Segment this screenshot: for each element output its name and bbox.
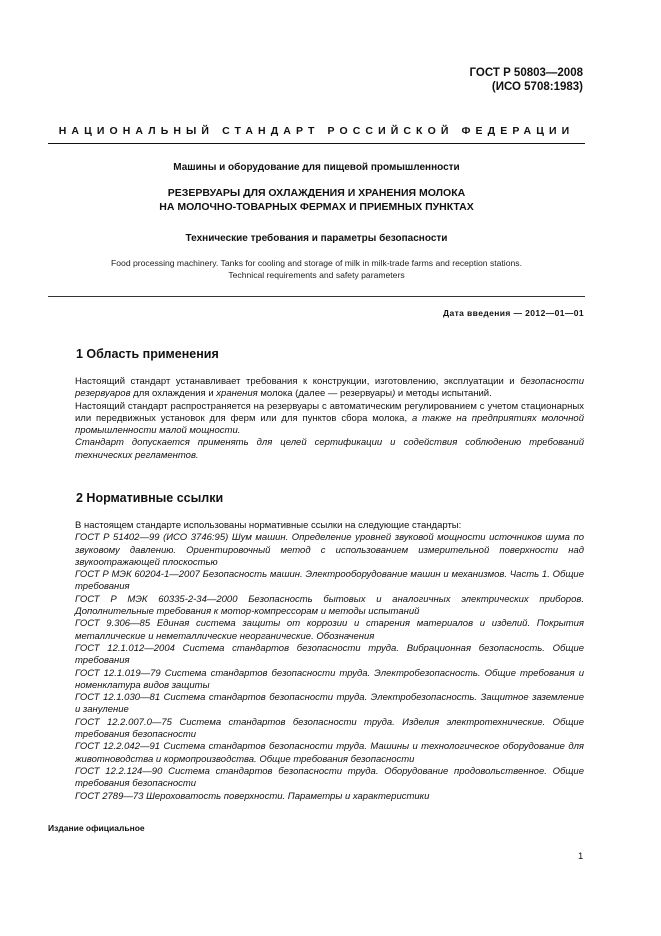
reference-item [48,668,584,693]
paragraph-1 [48,376,584,401]
reference-code: ГОСТ Р МЭК 60204-1—2007 [75,569,200,581]
p1-text-d: хранения [216,388,258,400]
reference-text: Система стандартов безопасности труда. Электробезопасность. Общие требования и номенклатура видов защиты [75,667,584,691]
paragraph-3: Стандарт допускается применять для целей сертификации и содействия соблюдению требований технических регламентов. [75,437,584,461]
reference-text: Шум машин. Определение уровней звуковой мощности источников шума по звуковому давлению. Ориентировочный метод с использованием измерительной поверхности над звукоотражающей плоскостью [75,532,584,568]
p1-text-e: молока (далее — резервуары [257,388,393,400]
national-standard-heading: НАЦИОНАЛЬНЫЙ СТАНДАРТ РОССИЙСКОЙ ФЕДЕРАЦИИ [58,125,575,137]
reference-list [48,532,584,803]
p2-text-b: а также на предприятиях молочной промышленности малой мощности. [75,412,584,437]
reference-text: Система стандартов безопасности труда. Вибрационная безопасность. Общие требования [75,642,585,667]
gost-number: ГОСТ Р 50803—2008 [469,67,583,79]
reference-text: Система стандартов безопасности труда. Электробезопасность. Защитное заземление и зануление [75,692,584,716]
reference-code: ГОСТ 2789—73 [75,790,144,802]
p2-text-a: Настоящий стандарт распространяется на резервуары с автоматическим регулированием с учетом стационарных или передвижных установок для ферм или для пунктов сбора молока, [75,400,584,424]
reference-item [48,532,584,569]
p1-text-g: и методы испытаний. [395,388,492,400]
reference-item [48,618,584,643]
reference-code: ГОСТ 12.1.012—2004 [75,642,175,654]
effective-date: Дата введения — 2012—01—01 [443,308,584,318]
p1-text-f: ) [392,388,396,400]
reference-item [48,791,584,803]
reference-item [48,741,584,766]
document-title [48,186,585,214]
section-2-body [48,520,584,803]
reference-item [48,594,584,619]
reference-code: ГОСТ Р МЭК 60335-2-34—2000 [75,593,238,605]
english-title [48,257,585,281]
reference-code: ГОСТ 12.2.042—91 [75,741,161,753]
edition-note: Издание официальное [48,823,145,833]
reference-text: Система стандартов безопасности труда. Машины и технологическое оборудование для животноводства и кормопроизводства. Общие требования безопасности [75,741,584,765]
reference-item [48,717,584,742]
p1-text-a: Настоящий стандарт устанавливает требования к конструкции, изготовлению, эксплуатации и [75,376,521,387]
title-divider [48,296,585,297]
reference-code: ГОСТ 12.1.019—79 [75,667,161,679]
section-1-body [48,376,584,462]
reference-code: ГОСТ 12.2.124—90 [75,765,163,777]
reference-code: ГОСТ 12.1.030—81 [75,692,161,704]
reference-text: Единая система защиты от коррозии и старения материалов и изделий. Покрытия металлические и неметаллические неорганические. Обозначения [75,618,584,642]
reference-text: Система стандартов безопасности труда. Оборудование продовольственное. Общие требования безопасности [75,765,584,790]
reference-text: Безопасность машин. Электрооборудование машин и механизмов. Часть 1. Общие требования [75,569,584,593]
reference-item [48,643,584,668]
iso-number: (ИСО 5708:1983) [491,81,583,93]
subtitle: Технические требования и параметры безопасности [185,233,448,244]
reference-code: ГОСТ 12.2.007.0—75 [75,716,172,728]
top-divider [48,143,585,144]
reference-item [48,766,584,791]
p1-text-c: для охлаждения и [130,388,217,400]
reference-text: Безопасность бытовых и аналогичных электрических приборов. Дополнительные требования к мотор-компрессорам и методы испытаний [75,593,584,618]
p1-text-b: безопасности резервуаров [75,376,584,400]
title-line-1: РЕЗЕРВУАРЫ ДЛЯ ОХЛАЖДЕНИЯ И ХРАНЕНИЯ МОЛОКА [167,187,466,199]
references-intro: В настоящем стандарте использованы нормативные ссылки на следующие стандарты: [75,520,462,531]
english-line-1: Food processing machinery. Tanks for cooling and storage of milk in milk-trade farms and reception stations. [111,258,522,268]
english-line-2: Technical requirements and safety parameters [228,270,405,280]
reference-code: ГОСТ 9.306—85 [75,618,151,630]
reference-text: Шероховатость поверхности. Параметры и характеристики [143,790,430,802]
title-line-2: НА МОЛОЧНО-ТОВАРНЫХ ФЕРМАХ И ПРИЕМНЫХ ПУНКТАХ [159,201,474,213]
reference-item [48,569,584,594]
section-2-title: 2 Нормативные ссылки [76,491,224,505]
paragraph-2 [48,401,584,438]
reference-text: Система стандартов безопасности труда. Изделия электротехнические. Общие требования безопасности [75,716,584,741]
category: Машины и оборудование для пищевой промышленности [173,162,460,173]
reference-item [48,692,584,717]
page-number: 1 [578,851,584,862]
section-1-title: 1 Область применения [76,347,219,361]
document-designation [470,66,583,94]
reference-code: ГОСТ Р 51402—99 (ИСО 3746:95) [75,532,229,544]
